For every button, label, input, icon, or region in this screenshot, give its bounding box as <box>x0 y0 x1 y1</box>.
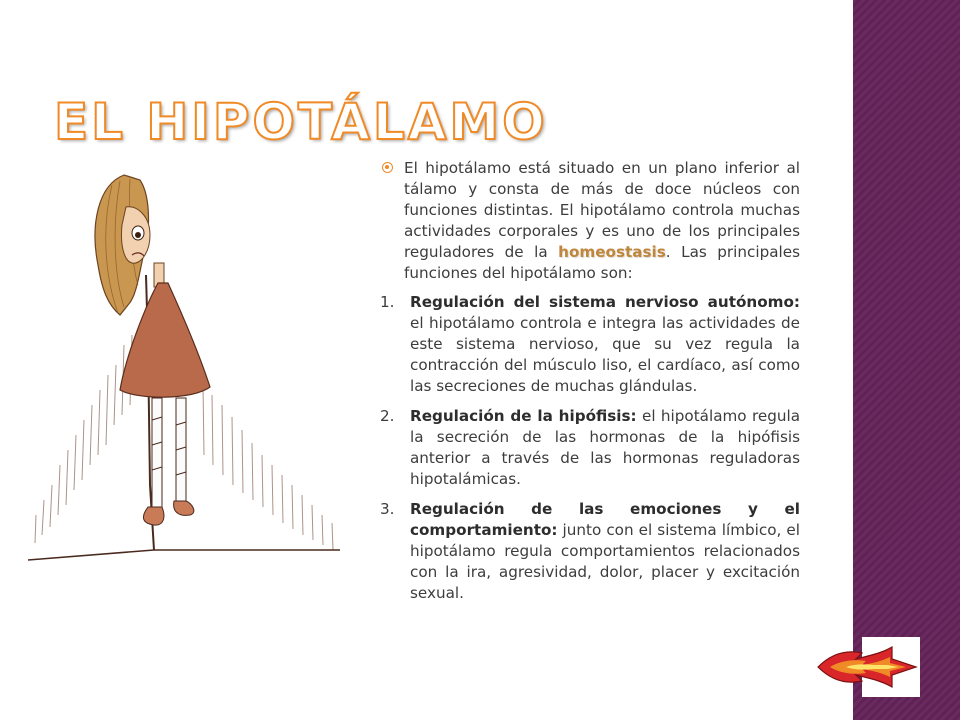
function-number: 2. <box>380 407 395 425</box>
function-item <box>380 499 800 604</box>
homeostasis-keyword: homeostasis <box>558 243 666 261</box>
function-number: 1. <box>380 293 395 311</box>
sad-girl-illustration <box>28 155 340 575</box>
function-heading: Regulación de la hipófisis: <box>410 407 637 425</box>
dress <box>120 283 210 397</box>
function-heading: Regulación del sistema nervioso autónomo: <box>410 293 800 311</box>
decorative-sidebar <box>853 0 960 720</box>
function-heading: Regulación de las emociones y el comportamiento: <box>410 500 800 539</box>
function-text: el hipotálamo controla e integra las actividades de este sistema nervioso, que su vez regula la contracción del músculo liso, el cardíaco, así como las secreciones de muchas glándulas. <box>410 314 800 395</box>
intro-paragraph: El hipotálamo está situado en un plano inferior al tálamo y consta de más de doce núcleos con funciones distintas. El hipotálamo controla muchas actividades corporales y es uno de los principales reguladores de la homeostasis. Las principales funciones del hipotálamo son: <box>380 158 800 284</box>
leg-left <box>152 398 162 508</box>
function-number: 3. <box>380 500 395 518</box>
leg-right <box>176 398 186 503</box>
function-item <box>380 292 800 397</box>
function-text: junto con el sistema límbico, el hipotálamo regula comportamientos relacionados con la ira, agresividad, dolor, placer y excitación sexual. <box>410 521 800 602</box>
function-text: el hipotálamo regula la secreción de las hormonas de la hipófisis anterior a través de las hormonas reguladoras hipotalámicas. <box>410 407 800 488</box>
slide-title: EL HIPOTÁLAMO <box>54 93 548 151</box>
flaming-arrow-icon[interactable] <box>812 637 920 697</box>
slide-content <box>380 158 800 613</box>
circle-bullet-icon <box>382 162 393 173</box>
function-item <box>380 406 800 490</box>
